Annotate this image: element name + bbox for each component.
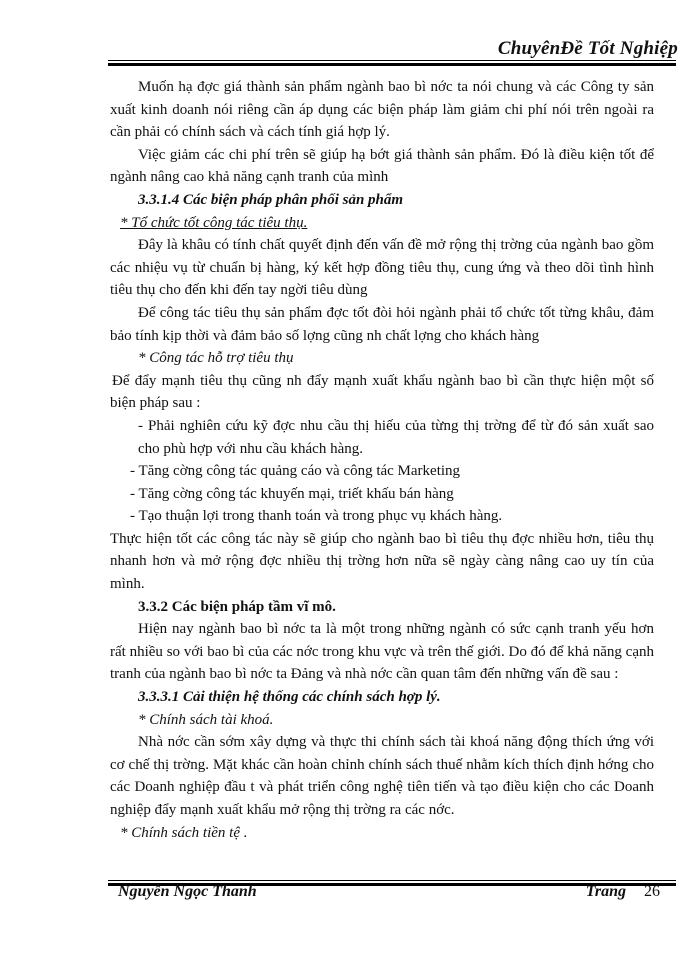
section-heading-3314: 3.3.1.4 Các biện pháp phân phối sản phẩm xyxy=(138,191,404,208)
page-number: 26 xyxy=(644,883,660,900)
footer-rule xyxy=(108,880,676,881)
list-item: - Tăng cờng công tác khuyến mại, triết khấu bán hàng xyxy=(130,485,454,502)
paragraph: Muốn hạ đợc giá thành sản phẩm ngành bao bì nớc ta nói chung và các Công ty sản xuất kinh doanh nói riêng cần áp dụng các biện pháp làm giảm chi phí nói trên ngoài ra cần phải có chính sách và cách tính giá hợp lý. xyxy=(110,79,654,141)
page-label: Trang xyxy=(585,883,626,900)
header-title: ChuyênĐề Tốt Nghiệp xyxy=(497,38,678,59)
list-item: - Phải nghiên cứu kỹ đợc nhu cầu thị hiếu của từng thị trờng để từ đó sản xuất sao cho phù hợp với nhu cầu khách hàng. xyxy=(138,417,654,457)
paragraph: Việc giảm các chi phí trên sẽ giúp hạ bớt giá thành sản phẩm. Đó là điều kiện tốt để ngành nâng cao khả năng cạnh tranh của mình xyxy=(110,146,654,186)
subheading: * Tổ chức tốt công tác tiêu thụ. xyxy=(120,214,308,231)
section-heading-3331: 3.3.3.1 Cải thiện hệ thống các chính sách hợp lý. xyxy=(138,689,441,706)
header-rule xyxy=(108,60,676,61)
subheading: * Công tác hỗ trợ tiêu thụ xyxy=(138,350,294,367)
paragraph: Nhà nớc cần sớm xây dựng và thực thi chính sách tài khoá năng động thích ứng với cơ chế thị trờng. Mặt khác cần hoàn chỉnh chính sách thuế nhằm kích thích định hớng cho các Doanh nghiệp đầu t và phát triển công nghệ tiên tiến và tạo điều kiện cho các Doanh nghiệp đẩy mạnh xuất khẩu mở rộng thị trờng ra các nớc. xyxy=(110,734,654,818)
footer-page xyxy=(586,883,660,901)
paragraph: Hiện nay ngành bao bì nớc ta là một trong những ngành có sức cạnh tranh yếu hơn rất nhiều so với bao bì của các nớc trong khu vực và trên thế giới. Do đó để khả năng cạnh tranh của ngành bao bì nớc ta Đảng và nhà nớc cần quan tâm đến những vấn đề sau : xyxy=(110,621,654,683)
subheading: * Chính sách tài khoá. xyxy=(138,711,274,728)
body-text xyxy=(110,76,654,844)
list-item: - Tạo thuận lợi trong thanh toán và trong phục vụ khách hàng. xyxy=(130,508,503,525)
header-rule-thick xyxy=(108,63,676,66)
list-item: - Tăng cờng công tác quảng cáo và công tác Marketing xyxy=(130,463,461,480)
section-heading-332: 3.3.2 Các biện pháp tầm vĩ mô. xyxy=(138,598,336,615)
paragraph: Để đẩy mạnh tiêu thụ cũng nh đẩy mạnh xuất khẩu ngành bao bì cần thực hiện một số biện pháp sau : xyxy=(110,372,654,412)
footer-author: Nguyễn Ngọc Thanh xyxy=(118,883,257,900)
paragraph: Thực hiện tốt các công tác này sẽ giúp cho ngành bao bì tiêu thụ đợc nhiều hơn, tiêu thụ nhanh hơn và mở rộng đợc nhiều thị trờng hơn nữa sẽ ngày càng nâng cao uy tín của mình. xyxy=(110,530,654,593)
paragraph: Đây là khâu có tính chất quyết định đến vấn đề mở rộng thị trờng của ngành bao gồm các nhiệu vụ từ chuẩn bị hàng, ký kết hợp đồng tiêu thụ, cung ứng và theo dõi tình hình tiêu thụ cho đến khi đến tay ngời tiêu dùng xyxy=(110,237,654,299)
subheading: * Chính sách tiền tệ . xyxy=(120,824,248,841)
paragraph: Để công tác tiêu thụ sản phẩm đợc tốt đòi hỏi ngành phải tổ chức tốt từng khâu, đảm bảo tính kịp thời và đảm bảo số lợng cũng nh chất lợng cho khách hàng xyxy=(110,304,654,344)
